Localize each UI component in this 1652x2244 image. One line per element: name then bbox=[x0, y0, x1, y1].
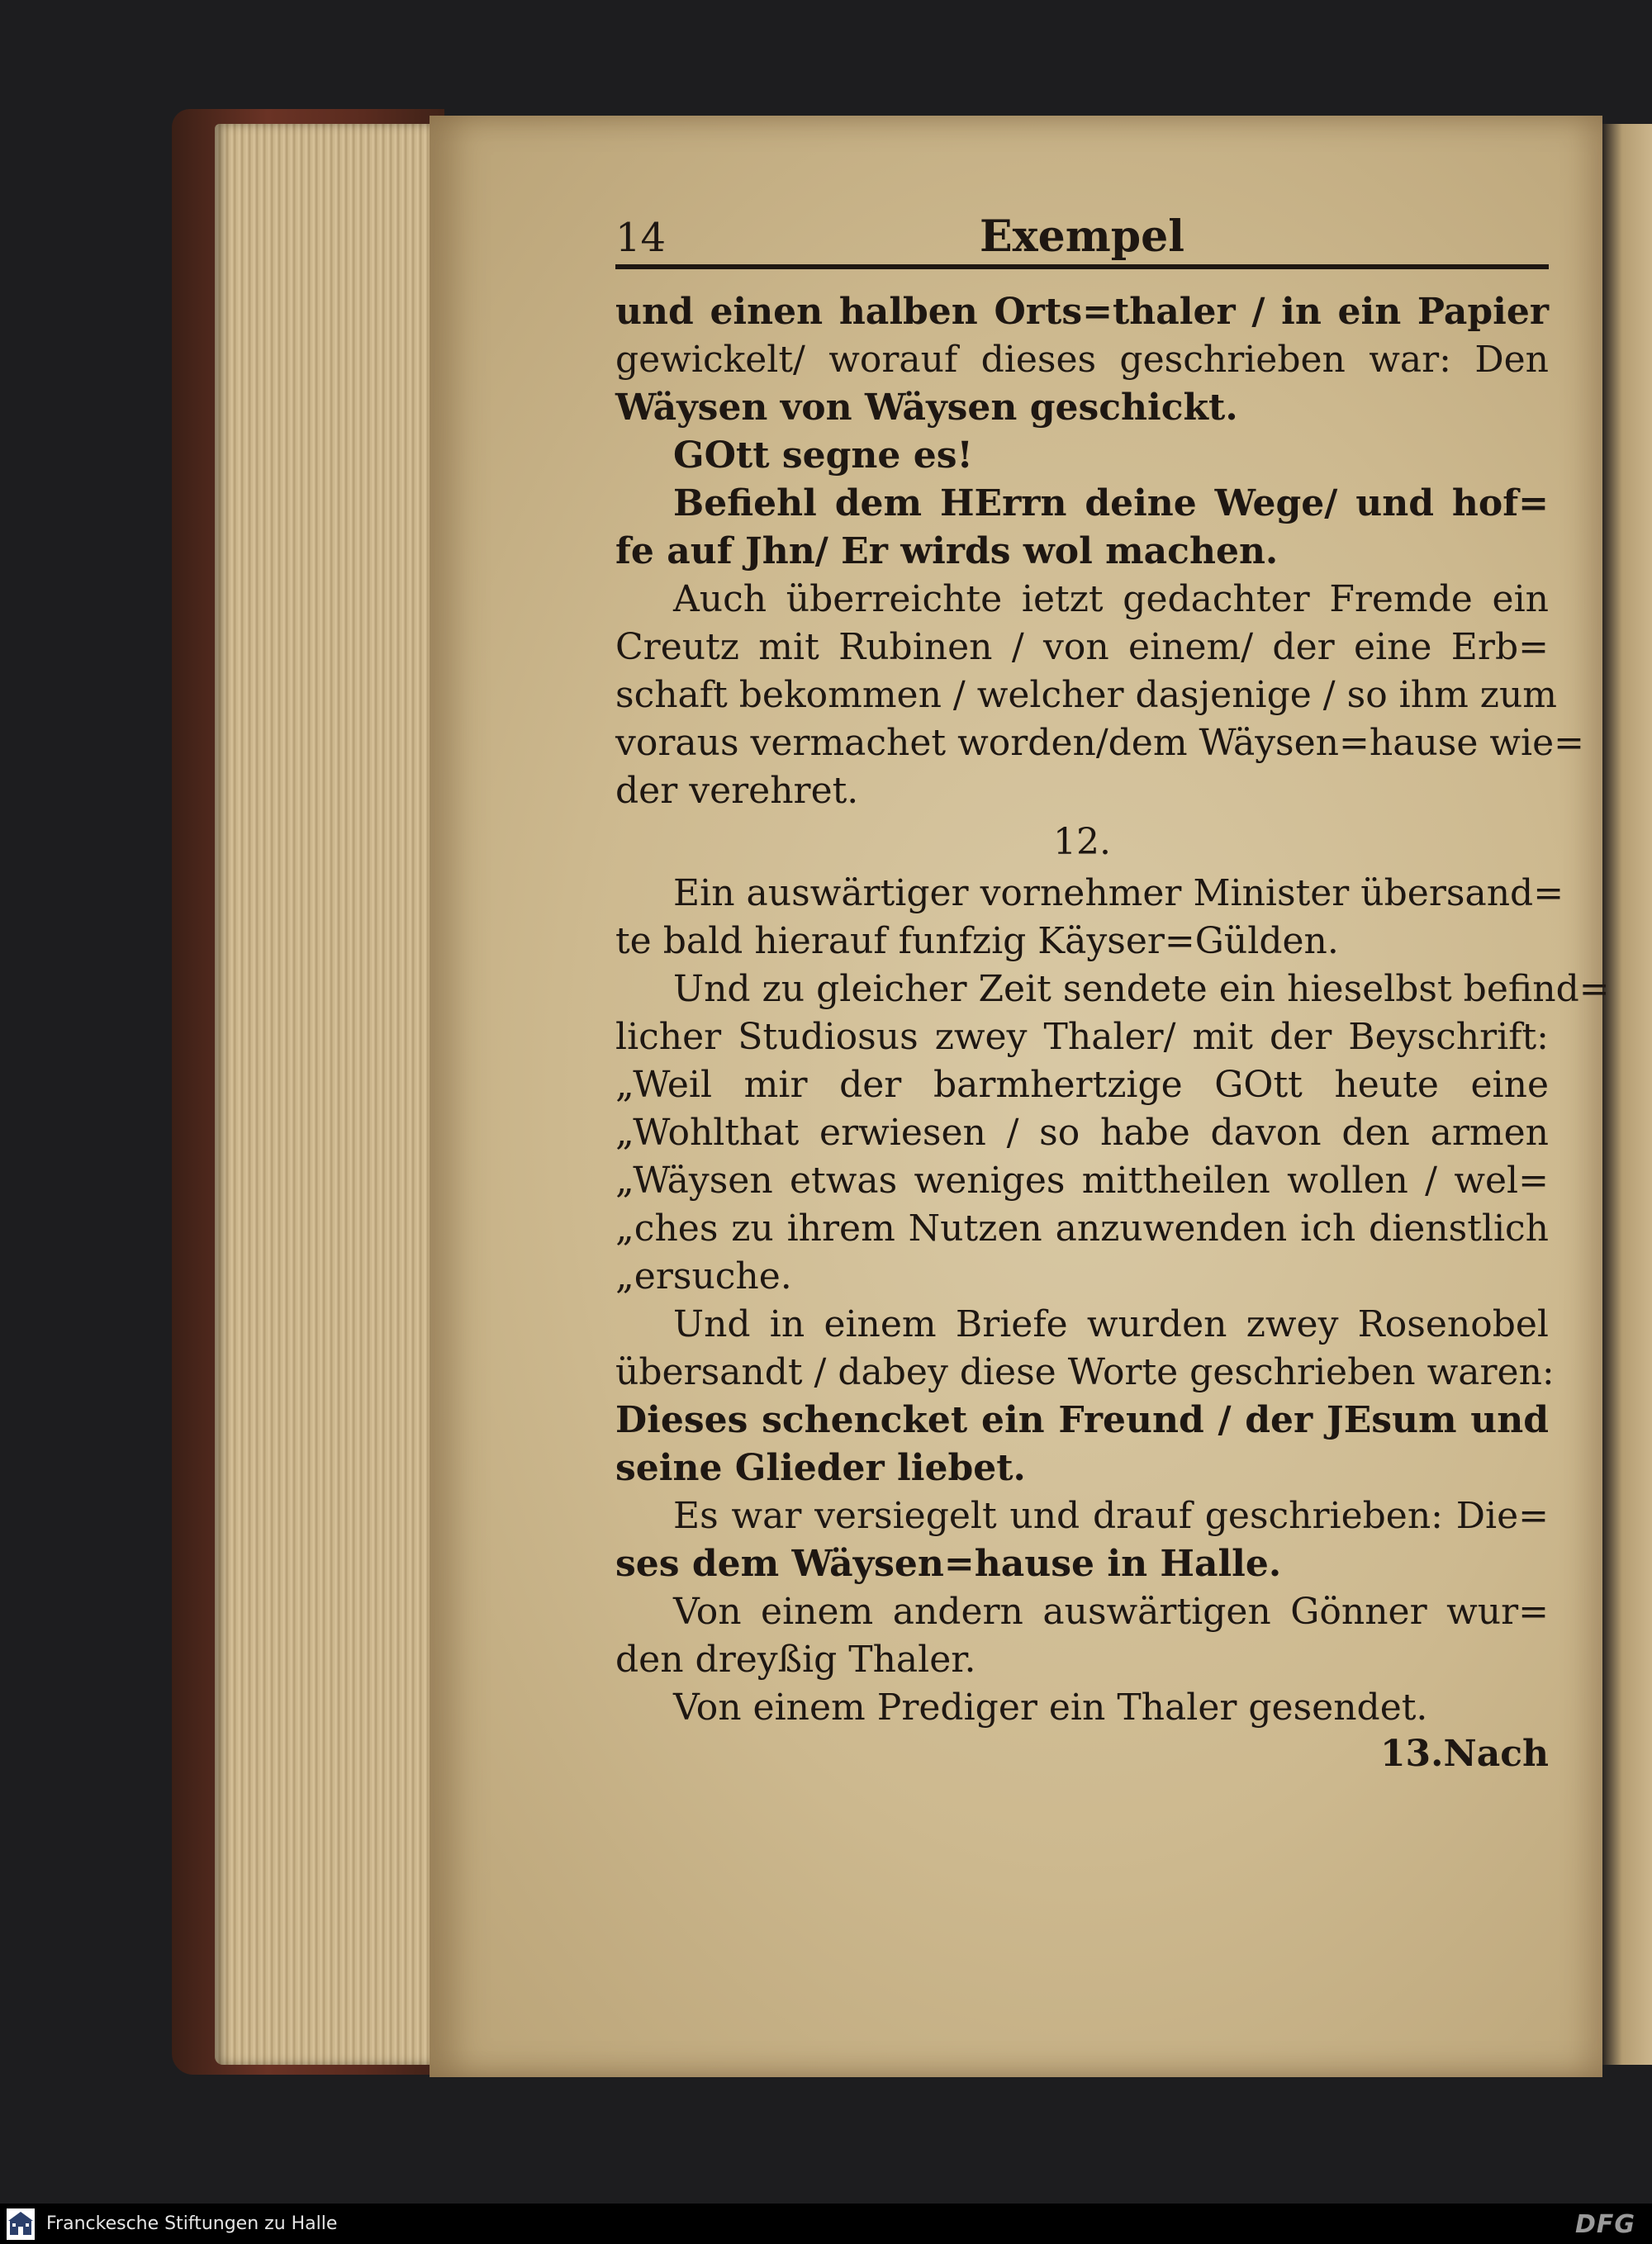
facing-page-edge bbox=[1602, 124, 1652, 2065]
text-line: Und in einem Briefe wurden zwey Rosenobel bbox=[673, 1303, 1549, 1345]
text-line: Von einem Prediger ein Thaler gesendet. bbox=[673, 1687, 1428, 1729]
text-line: Creutz mit Rubinen / von einem/ der eine Erb= bbox=[615, 626, 1549, 668]
text-line: „ches zu ihrem Nutzen anzuwenden ich dienstlich bbox=[615, 1207, 1549, 1250]
dfg-logo: DFG bbox=[1574, 2210, 1635, 2239]
text-line: seine Glieder liebet. bbox=[615, 1447, 1026, 1489]
section-number: 12. bbox=[1053, 821, 1111, 863]
text-line: Dieses schencket ein Freund / der JEsum und bbox=[615, 1399, 1549, 1441]
text-line: „Weil mir der barmhertzige GOtt heute eine bbox=[615, 1064, 1549, 1106]
text-line: ses dem Wäysen=hause in Halle. bbox=[615, 1543, 1282, 1585]
text-line: Wäysen von Wäysen geschickt. bbox=[615, 387, 1238, 429]
text-line: fe auf Jhn/ Er wirds wol machen. bbox=[615, 530, 1279, 572]
page-text bbox=[615, 206, 1610, 2023]
text-line: Ein auswärtiger vornehmer Minister übersand= bbox=[673, 872, 1564, 914]
text-line: „Wohlthat erwiesen / so habe davon den armen bbox=[615, 1112, 1549, 1154]
text-line: schaft bekommen / welcher dasjenige / so ihm zum bbox=[615, 674, 1558, 716]
page-header bbox=[615, 206, 1549, 269]
text-line: voraus vermachet worden/dem Wäysen=hause wie= bbox=[615, 722, 1585, 764]
text-line: Und zu gleicher Zeit sendete ein hieselbst befind= bbox=[673, 968, 1610, 1010]
text-line: übersandt / dabey diese Worte geschrieben waren: bbox=[615, 1351, 1555, 1393]
text-line: licher Studiosus zwey Thaler/ mit der Beyschrift: bbox=[615, 1016, 1549, 1058]
text-line: Befiehl dem HErrn deine Wege/ und hof= bbox=[673, 482, 1549, 524]
text-line: der verehret. bbox=[615, 770, 859, 812]
viewer-footer bbox=[0, 2204, 1652, 2244]
institution-label: Franckesche Stiftungen zu Halle bbox=[46, 2213, 338, 2234]
page-edges bbox=[215, 124, 463, 2065]
running-head: Exempel bbox=[980, 211, 1184, 262]
text-line: und einen halben Orts=thaler / in ein Papier bbox=[615, 291, 1549, 333]
text-line: Es war versiegelt und drauf geschrieben: Die= bbox=[673, 1495, 1549, 1537]
text-line: „ersuche. bbox=[615, 1255, 792, 1298]
text-line: den dreyßig Thaler. bbox=[615, 1639, 976, 1681]
catchword: 13.Nach bbox=[1379, 1733, 1549, 1775]
orphanage-building-icon bbox=[7, 2208, 35, 2240]
text-line: „Wäysen etwas weniges mittheilen wollen / wel= bbox=[615, 1160, 1549, 1202]
text-line: gewickelt/ worauf dieses geschrieben war: Den bbox=[615, 339, 1549, 381]
text-line: Von einem andern auswärtigen Gönner wur= bbox=[673, 1591, 1549, 1633]
page-number: 14 bbox=[615, 215, 667, 261]
text-line: GOtt segne es! bbox=[673, 434, 973, 477]
text-line: te bald hierauf funfzig Käyser=Gülden. bbox=[615, 920, 1339, 962]
text-line: Auch überreichte ietzt gedachter Fremde ein bbox=[673, 578, 1549, 620]
